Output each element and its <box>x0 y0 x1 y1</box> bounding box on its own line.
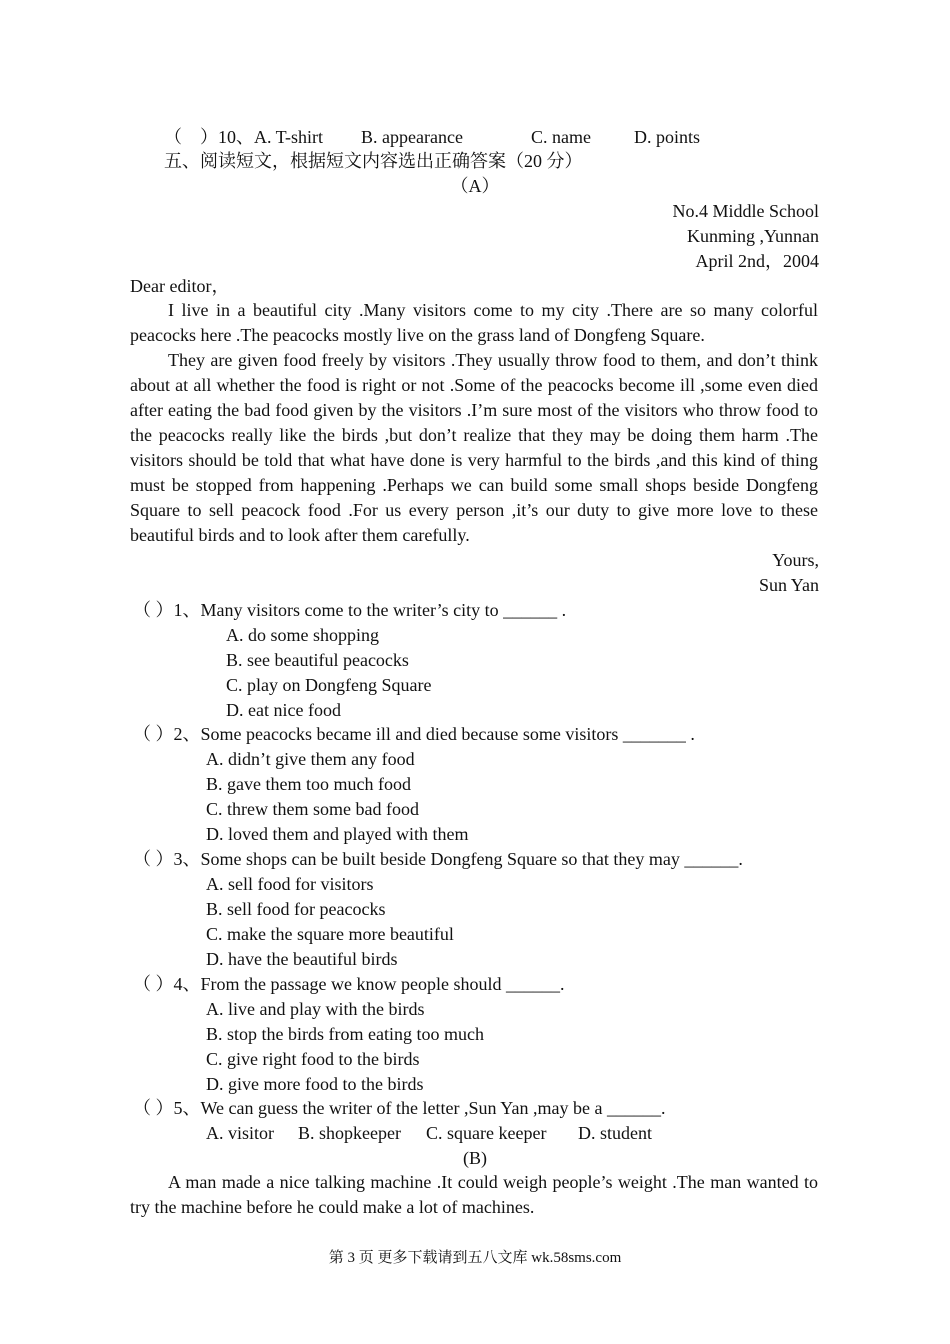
question-4-option-c: C. give right food to the birds <box>206 1049 420 1069</box>
passage-b-body <box>130 1170 818 1220</box>
letter-closing: Yours, <box>772 550 819 570</box>
address-line-date: April 2nd，2004 <box>695 251 819 271</box>
question-5-option-c: C. square keeper <box>426 1123 547 1143</box>
question-2-option-d: D. loved them and played with them <box>206 824 469 844</box>
question-1-option-a: A. do some shopping <box>226 625 379 645</box>
question-5-stem: （ ）5、We can guess the writer of the letter ,Sun Yan ,may be a ______. <box>133 1098 666 1118</box>
passage-b-paragraph: A man made a nice talking machine .It could weigh people’s weight .The man wanted to try the machine before he could make a lot of machines. <box>130 1172 818 1217</box>
question-5-option-b: B. shopkeeper <box>298 1123 401 1143</box>
question-1-option-d: D. eat nice food <box>226 700 341 720</box>
passage-b-label: (B) <box>463 1148 487 1168</box>
letter-paragraph-1: I live in a beautiful city .Many visitors come to my city .There are so many colorful peacocks here .The peacocks mostly live on the grass land of Dongfeng Square. <box>130 300 818 345</box>
q10-option-c: C. name <box>531 127 591 147</box>
question-4-stem: （ ）4、From the passage we know people should ______. <box>133 974 565 994</box>
q10-line <box>164 125 323 149</box>
address-line-city: Kunming ,Yunnan <box>687 226 819 246</box>
passage-a-label: （A） <box>450 176 500 196</box>
question-4-option-a: A. live and play with the birds <box>206 999 425 1019</box>
letter-body <box>130 298 818 548</box>
question-4-option-b: B. stop the birds from eating too much <box>206 1024 484 1044</box>
question-3-option-a: A. sell food for visitors <box>206 874 374 894</box>
question-1-option-c: C. play on Dongfeng Square <box>226 675 432 695</box>
question-3-stem: （ ）3、Some shops can be built beside Dongfeng Square so that they may ______. <box>133 849 743 869</box>
question-5-option-d: D. student <box>578 1123 652 1143</box>
q10-option-d: D. points <box>634 127 701 147</box>
question-3-option-d: D. have the beautiful birds <box>206 949 398 969</box>
question-2-stem: （ ）2、Some peacocks became ill and died because some visitors _______ . <box>133 724 695 744</box>
question-4-option-d: D. give more food to the birds <box>206 1074 424 1094</box>
q10-option-a: （ ）10、A. T-shirt <box>164 127 324 147</box>
q10-option-b: B. appearance <box>361 127 463 147</box>
page-footer: 第 3 页 更多下载请到五八文库 wk.58sms.com <box>328 1250 622 1266</box>
question-3-option-c: C. make the square more beautiful <box>206 924 454 944</box>
question-5-option-a: A. visitor <box>206 1123 275 1143</box>
question-2-option-b: B. gave them too much food <box>206 774 411 794</box>
address-line-school: No.4 Middle School <box>672 201 819 221</box>
question-2-option-a: A. didn’t give them any food <box>206 749 415 769</box>
section-five-heading: 五、阅读短文，根据短文内容选出正确答案（20 分） <box>164 151 583 171</box>
question-1-option-b: B. see beautiful peacocks <box>226 650 409 670</box>
question-3-option-b: B. sell food for peacocks <box>206 899 386 919</box>
letter-signature: Sun Yan <box>758 575 819 595</box>
letter-paragraph-2: They are given food freely by visitors .They usually throw food to them, and don’t think about at all whether the food is right or not .Some of the peacocks become ill ,some even died after eating the bad food given by the visitors .I’m sure most of the visitors who throw food to the peacocks really like the birds ,but don’t realize that they may be doing them harm .The visitors should be told that what have done is very harmful to the birds ,and this kind of thing must be stopped from happening .Perhaps we can build some small shops beside Dongfeng Square to sell peacock food .For us every person ,it’s our duty to give more love to these beautiful birds and to look after them carefully. <box>130 350 818 545</box>
letter-greeting: Dear editor， <box>130 276 230 296</box>
question-1-stem: （ ）1、Many visitors come to the writer’s city to ______ . <box>133 600 567 620</box>
question-2-option-c: C. threw them some bad food <box>206 799 419 819</box>
